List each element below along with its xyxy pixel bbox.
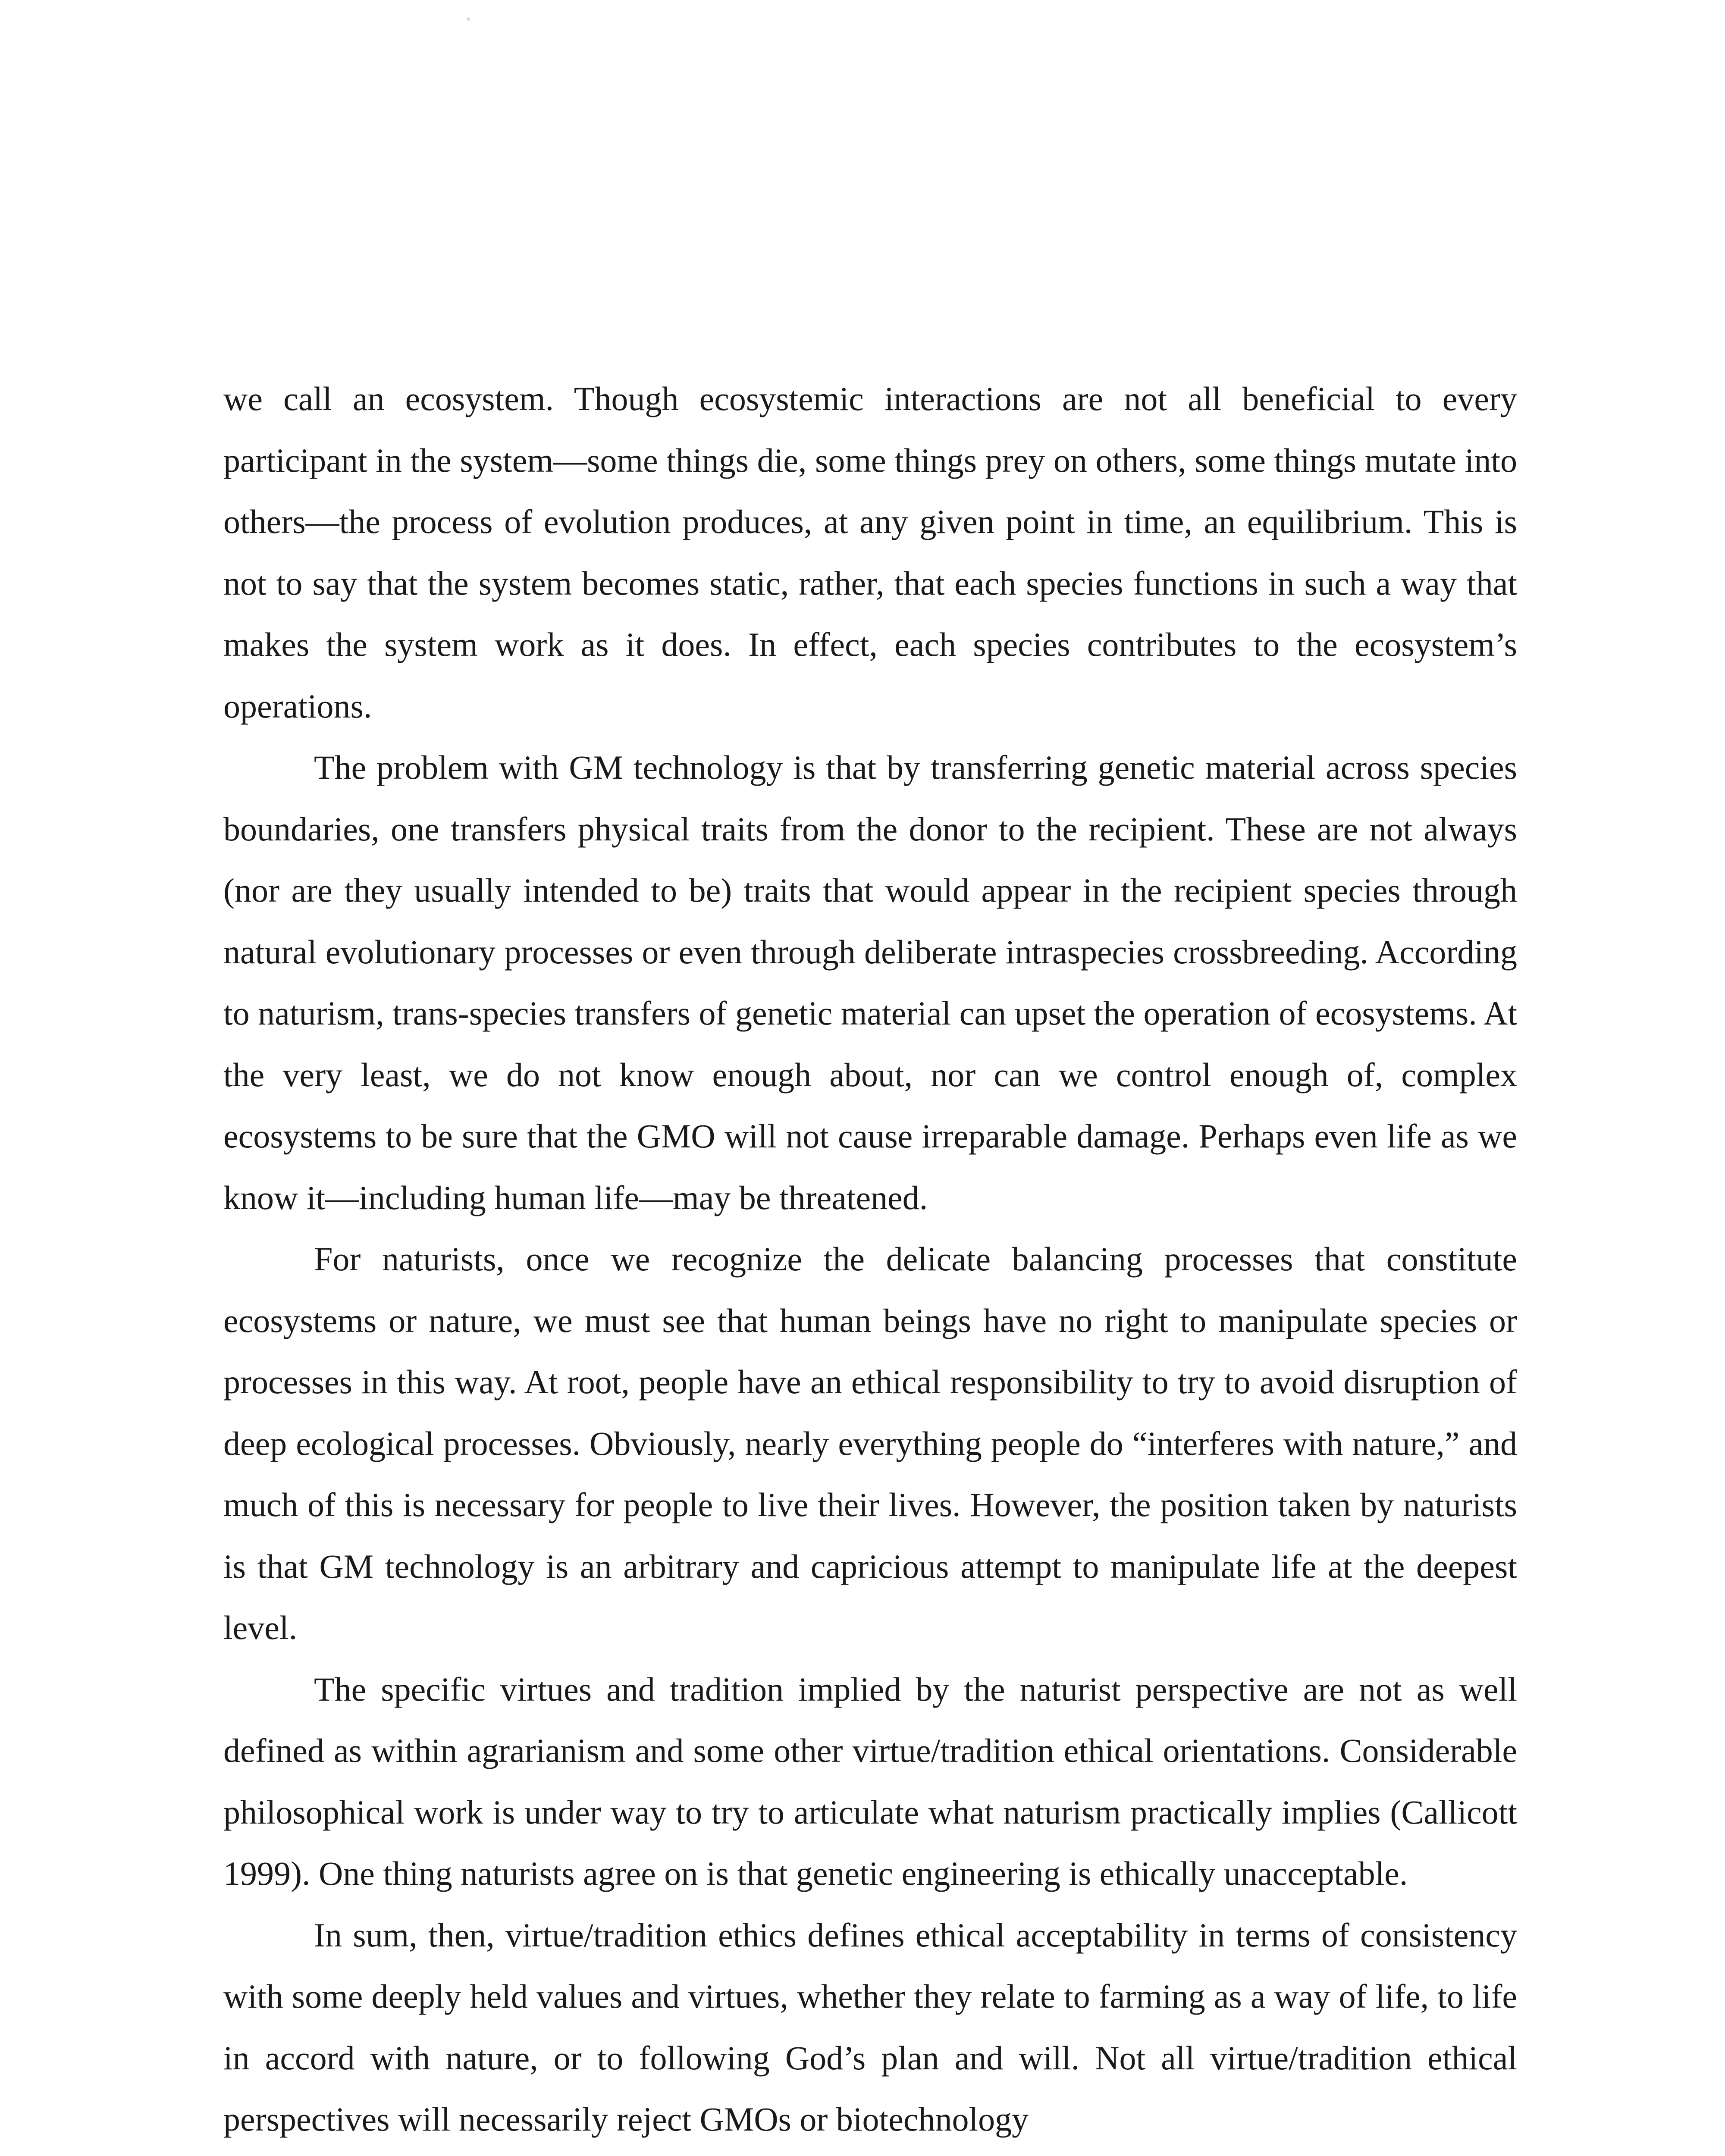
paragraph-continuation: we call an ecosystem. Though ecosystemic interactions are not all beneficial to every participant in the system—some things die, some things prey on others, some things mutate into others—the process of evolution produces, at any given point in time, an equilibrium. This is not to say that the system becomes static, rather, that each species functions in such a way that makes the system work as it does. In effect, each species contributes to the ecosystem’s operations. <box>223 380 1517 725</box>
paragraph-virtues-tradition: The specific virtues and tradition implied by the naturist perspective are not as well defined as within agrarianism and some other virtue/tradition ethical orientations. Considerable philosophical work is under way to try to articulate what naturism practically implies (Callicott 1999). One thing naturists agree on is that genetic engineering is ethically unacceptable. <box>223 1670 1517 1892</box>
paragraph-gm-technology: The problem with GM technology is that by transferring genetic material across species boundaries, one transfers physical traits from the donor to the recipient. These are not always (nor are they usually intended to be) traits that would appear in the recipient species through natural evolutionary processes or even through deliberate intraspecies crossbreeding. According to naturism, trans-species transfers of genetic material can upset the operation of ecosystems. At the very least, we do not know enough about, nor can we control enough of, complex ecosystems to be sure that the GMO will not cause irreparable damage. Perhaps even life as we know it—including human life—may be threatened. <box>223 749 1517 1216</box>
paragraph-naturists: For naturists, once we recognize the delicate balancing processes that constitute ecosystems or nature, we must see that human beings have no right to manipulate species or processes in this way. At root, people have an ethical responsibility to try to avoid disruption of deep ecological processes. Obviously, nearly everything people do “interferes with nature,” and much of this is necessary for people to live their lives. However, the position taken by naturists is that GM technology is an arbitrary and capricious attempt to manipulate life at the deepest level. <box>223 1240 1517 1646</box>
paragraph-in-sum: In sum, then, virtue/tradition ethics defines ethical acceptability in terms of consistency with some deeply held values and virtues, whether they relate to farming as a way of life, to life in accord with nature, or to following God’s plan and will. Not all virtue/tradition ethical perspectives will necessarily reject GMOs or biotechnology <box>223 1916 1517 2138</box>
body-text <box>223 368 1517 2150</box>
scan-speck <box>467 17 470 21</box>
